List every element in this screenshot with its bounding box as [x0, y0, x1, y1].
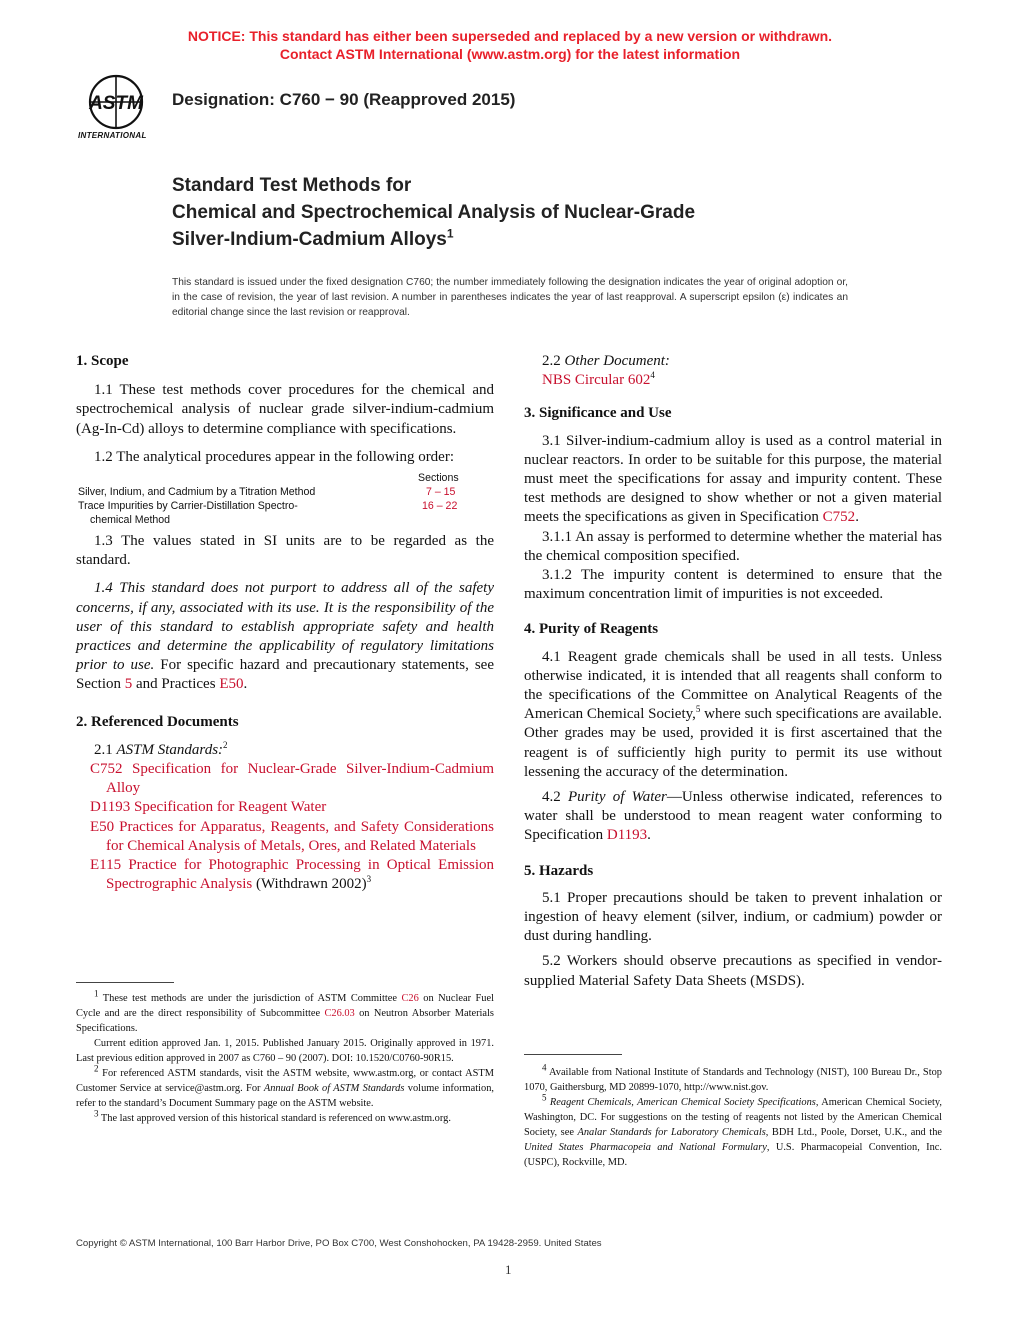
section-5-link[interactable]: 5: [124, 676, 133, 693]
ref-item-e115[interactable]: [90, 856, 494, 894]
footnote-3: [76, 1108, 494, 1126]
footnote-2: [76, 1063, 494, 1111]
ref-e115-mark: 3: [366, 874, 372, 885]
significance-3-1: [524, 432, 942, 528]
footnote-5-mark: 5: [542, 1092, 547, 1103]
footnote-5-text-b: , BDH Ltd., Poole, Dorset, U.K., and the: [765, 1127, 942, 1138]
scope-1-4-text-b: and Practices: [132, 676, 220, 693]
right-column: [524, 352, 942, 991]
title-line-2: Chemical and Spectrochemical Analysis of Nuclear-Grade: [172, 202, 696, 223]
astm-standards-mark: 2: [223, 739, 228, 750]
significance-heading: 3. Significance and Use: [524, 405, 672, 422]
significance-3-1-2: 3.1.2 The impurity content is determined to ensure that the maximum concentration limit of impurities is not exceeded.: [524, 567, 942, 603]
footnote-3-mark: 3: [94, 1108, 99, 1119]
table-row-2-label-cont: chemical Method: [90, 514, 171, 527]
purity-4-1-mark: 5: [695, 704, 701, 715]
logo-text: ASTM: [89, 93, 143, 114]
footnote-4: [524, 1062, 942, 1095]
footnote-1-edition: Current edition approved Jan. 1, 2015. Published January 2015. Originally approved in 1971. Last previous edition approved in 2007 as C760 – 90 (2007). DOI: 10.1520/C0760-90R15.: [76, 1038, 494, 1064]
notice-line-2: Contact ASTM International (www.astm.org) for the latest information: [279, 46, 741, 62]
footnote-4-text: Available from National Institute of Standards and Technology (NIST), 100 Bureau Dr., Stop 1070, Gaithersburg, MD 20899-1070, http://www.nist.gov.: [524, 1067, 942, 1093]
significance-3-1-1: 3.1.1 An assay is performed to determine whether the material has the chemical composition specified.: [524, 528, 942, 564]
left-column: [76, 352, 494, 894]
ref-code: E115: [90, 857, 122, 874]
designation: Designation: C760 − 90 (Reapproved 2015): [172, 90, 516, 109]
footnote-rule-left: [76, 982, 174, 983]
astm-standards-label: [76, 741, 494, 760]
scope-1-4-text-a: For specific hazard and precautionary statements, see Section: [76, 657, 494, 693]
title-line-1: Standard Test Methods for: [172, 175, 412, 196]
purity-4-2-number: 4.2: [542, 789, 568, 806]
d1193-link[interactable]: D1193: [606, 827, 648, 844]
e50-link[interactable]: E50: [219, 676, 244, 693]
notice-banner: [0, 27, 1020, 63]
significance-3-1-text: 3.1 Silver-indium-cadmium alloy is used as a control material in nuclear reactors. In order to be suitable for this purpose, the material must meet the specifications for assay and impurity content. These test methods are designed to show whether or not a given material meets the specifications as given in Specification: [524, 432, 942, 526]
purity-4-2: [524, 788, 942, 846]
scope-1-3: 1.3 The values stated in SI units are to be regarded as the standard.: [76, 533, 494, 569]
other-document-label: [524, 352, 942, 371]
footnote-4-mark: 4: [542, 1062, 547, 1073]
refdocs-2-2-number: 2.2: [542, 353, 565, 369]
scope-1-4: [76, 579, 494, 694]
page-number: 1: [505, 1262, 512, 1277]
footnote-5-text-c: , U.S. Pharmacopeial Convention, Inc. (USPC), Rockville, MD.: [524, 1142, 942, 1168]
purity-4-1-text-b: where such specifications are available. Other grades may be used, provided it is first ascertained that the reagent is of sufficiently high purity to permit its use without lessening the accuracy of the determination.: [524, 706, 942, 780]
title-footnote-mark: 1: [446, 226, 454, 241]
footnote-2-italic: Annual Book of ASTM Standards: [263, 1083, 405, 1094]
ref-item-e50[interactable]: [90, 818, 494, 856]
footnote-2-text-a: For referenced ASTM standards, visit the ASTM website, www.astm.org, or contact ASTM Customer Service at service@astm.org. For: [76, 1068, 494, 1094]
nbs-circular-link[interactable]: NBS Circular 602: [542, 372, 651, 389]
footnote-2-mark: 2: [94, 1063, 99, 1074]
ref-code: C752: [90, 761, 123, 778]
nbs-mark: 4: [650, 370, 655, 381]
ref-item-d1193[interactable]: [90, 798, 494, 817]
scope-heading: 1. Scope: [76, 353, 129, 369]
title-line-3-text: Silver-Indium-Cadmium Alloys: [172, 229, 447, 250]
purity-4-2-end: .: [647, 827, 651, 844]
c26-link[interactable]: C26: [401, 993, 419, 1004]
other-document-title: Other Document:: [564, 353, 670, 369]
reference-list: [90, 760, 494, 894]
astm-standards-title: ASTM Standards:: [116, 741, 224, 758]
table-row-1-sections: 7 – 15: [426, 486, 456, 499]
nbs-circular[interactable]: [524, 371, 942, 390]
footnote-1-text-b: on Nuclear Fuel Cycle and are the direct responsibility of Subcommittee: [76, 993, 495, 1019]
copyright: Copyright © ASTM International, 100 Barr Harbor Drive, PO Box C700, West Conshohocken, PA 19428-2959. United States: [76, 1238, 602, 1249]
footnotes-right: [524, 1062, 942, 1170]
purity-4-2-text: —Unless otherwise indicated, references to water shall be understood to mean reagent water conforming to Specification: [524, 789, 942, 844]
significance-3-1-end: .: [855, 509, 859, 526]
safety-caveat: 1.4 This standard does not purport to address all of the safety concerns, if any, associated with its use. It is the responsibility of the user of this standard to establish appropriate safety and health practices and determine the applicability of regulatory limitations prior to use.: [76, 580, 494, 674]
purity-of-water-title: Purity of Water: [567, 789, 667, 806]
notice-line-1: NOTICE: This standard has either been superseded and replaced by a new version or withdrawn.: [187, 28, 833, 44]
footnote-5-italic-2: Analar Standards for Laboratory Chemicals: [577, 1127, 766, 1138]
purity-4-1-text-a: 4.1 Reagent grade chemicals shall be used in all tests. Unless otherwise indicated, it is intended that all reagents shall conform to the specifications of the Committee on Analytical Reagents of the American Chemical Society,: [524, 648, 942, 723]
footnote-2-text-b: volume information, refer to the standard’s Document Summary page on the ASTM website.: [76, 1083, 494, 1109]
footnote-3-text: The last approved version of this historical standard is referenced on www.astm.org.: [98, 1113, 451, 1124]
ref-code: D1193: [90, 799, 131, 816]
table-row-1-label: Silver, Indium, and Cadmium by a Titration Method: [78, 486, 316, 499]
footnotes-left: [76, 988, 495, 1126]
document-title: [172, 172, 892, 253]
footnote-1-text-c: on Neutron Absorber Materials Specifications.: [76, 1008, 494, 1034]
footnote-1-mark: 1: [94, 988, 99, 999]
ref-withdrawn-note: (Withdrawn 2002): [252, 876, 367, 893]
logo-subtext: INTERNATIONAL: [78, 131, 147, 140]
scope-1-1: 1.1 These test methods cover procedures for the chemical and spectrochemical analysis of nuclear grade silver-indium-cadmium (Ag-In-Cd) alloys to determine compliance with specifications.: [76, 382, 494, 437]
footnote-rule-right: [524, 1054, 622, 1055]
c26-03-link[interactable]: C26.03: [324, 1008, 355, 1019]
scope-1-2: 1.2 The analytical procedures appear in the following order:: [94, 448, 455, 465]
table-row-2-label: Trace Impurities by Carrier-Distillation Spectro-: [78, 500, 298, 513]
ref-item-c752[interactable]: [90, 760, 494, 798]
hazards-5-2: 5.2 Workers should observe precautions as specified in vendor-supplied Material Safety Data Sheets (MSDS).: [524, 953, 942, 989]
ref-title: Practices for Apparatus, Reagents, and Safety Considerations for Chemical Analysis of Metals, Ores, and Related Materials: [106, 818, 495, 854]
sections-header: Sections: [418, 472, 459, 485]
ref-code: E50: [90, 818, 115, 835]
footnote-5-text-a: , American Chemical Society, Washington, DC. For suggestions on the testing of reagents not listed by the American Chemical Society, see: [524, 1097, 942, 1138]
purity-4-1: [524, 648, 942, 782]
scope-1-4-text-c: .: [243, 676, 248, 693]
c752-link[interactable]: C752: [822, 509, 856, 526]
intro-paragraph: This standard is issued under the fixed designation C760; the number immediately following the designation indicates the year of original adoption or, in the case of revision, the year of last revision. A number in parentheses indicates the year of last reapproval. A superscript epsilon (ε) indicates an editorial change since the last revision or reapproval.: [172, 277, 848, 318]
hazards-5-1: 5.1 Proper precautions should be taken to prevent inhalation or ingestion of heavy element (silver, indium, or cadmium) powder or dust during handling.: [524, 889, 942, 945]
ref-title: Specification for Reagent Water: [134, 799, 327, 816]
footnote-5: [524, 1092, 942, 1170]
table-row-2-sections: 16 – 22: [422, 500, 458, 513]
footnote-5-italic-3: United States Pharmacopeia and National Formulary: [524, 1142, 767, 1153]
title-line-3: [172, 226, 892, 253]
refdocs-heading: 2. Referenced Documents: [76, 713, 239, 730]
ref-title: Practice for Photographic Processing in Optical Emission Spectrographic Analysis: [106, 857, 495, 893]
ref-title: Specification for Nuclear-Grade Silver-Indium-Cadmium Alloy: [106, 761, 495, 797]
footnote-1-text-a: These test methods are under the jurisdiction of ASTM Committee: [98, 993, 402, 1004]
footnote-5-italic-1: Reagent Chemicals, American Chemical Society Specifications: [546, 1097, 816, 1108]
footnote-1: [76, 988, 495, 1036]
hazards-heading: 5. Hazards: [524, 862, 594, 879]
astm-logo: [76, 72, 160, 144]
purity-heading: 4. Purity of Reagents: [524, 621, 659, 638]
refdocs-2-1-number: 2.1: [94, 741, 117, 758]
procedures-table: [76, 471, 494, 529]
